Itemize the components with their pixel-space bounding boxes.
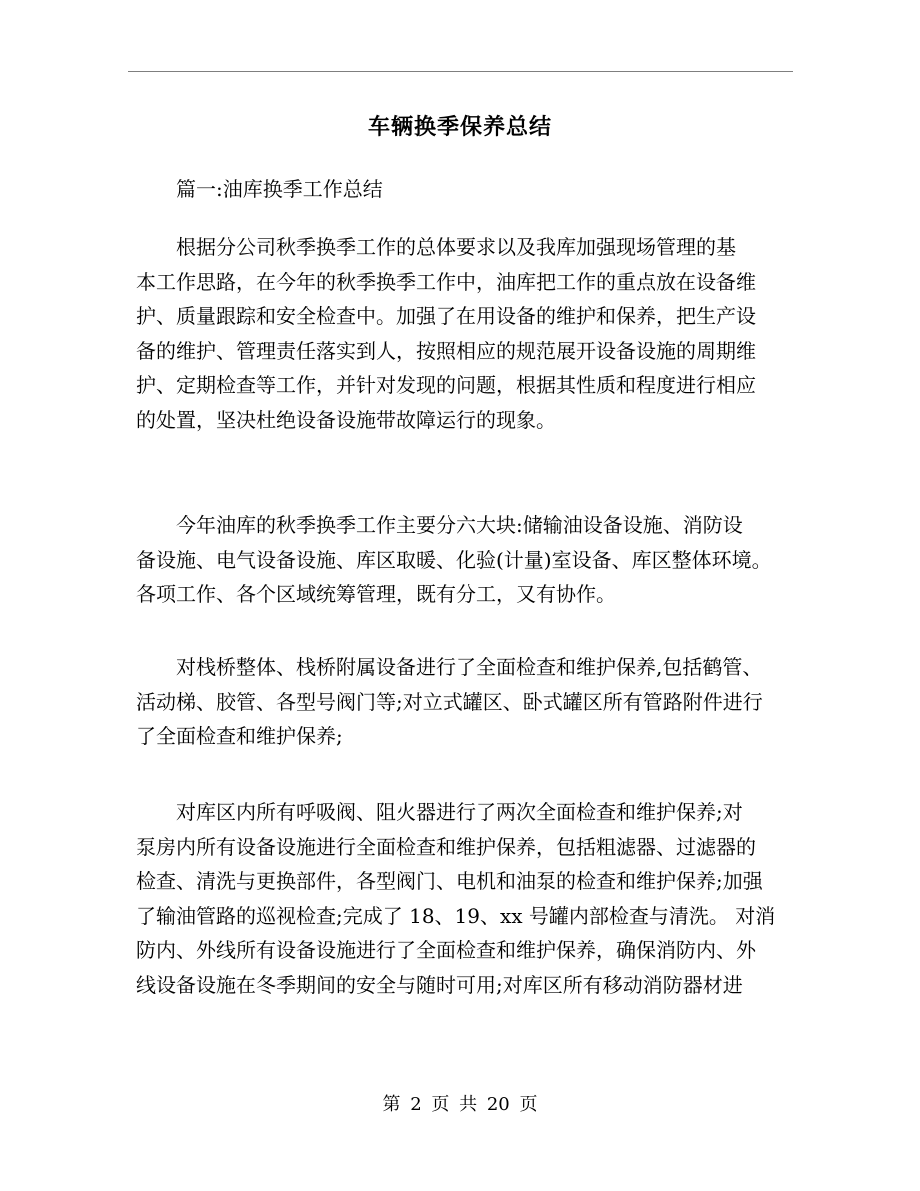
paragraph-line: 备的维护、管理责任落实到人，按照相应的规范展开设备设施的周期维 xyxy=(136,338,756,363)
paragraph-line: 根据分公司秋季换季工作的总体要求以及我库加强现场管理的基 xyxy=(176,235,736,259)
paragraph-line: 今年油库的秋季换季工作主要分六大块:储输油设备设施、消防设 xyxy=(176,513,743,537)
paragraph-line: 了全面检查和维护保养; xyxy=(136,724,343,748)
paragraph-line: 本工作思路，在今年的秋季换季工作中，油库把工作的重点放在设备维 xyxy=(136,269,756,294)
document-title: 车辆换季保养总结 xyxy=(367,114,552,140)
paragraph-line: 各项工作、各个区域统筹管理，既有分工，又有协作。 xyxy=(136,582,616,606)
paragraph-line: 防内、外线所有设备设施进行了全面检查和维护保养，确保消防内、外 xyxy=(136,938,756,962)
paragraph-line: 的处置，坚决杜绝设备设施带故障运行的现象。 xyxy=(136,407,556,432)
paragraph-2 xyxy=(136,508,796,612)
paragraph-line: 活动梯、胶管、各型号阀门等;对立式罐区、卧式罐区所有管路附件进行 xyxy=(136,689,763,714)
paragraph-line: 对库区内所有呼吸阀、阻火器进行了两次全面检查和维护保养;对 xyxy=(176,800,743,824)
page-number-footer: 第 2 页 共 20 页 xyxy=(382,1094,538,1115)
paragraph-3 xyxy=(136,650,796,754)
paragraph-line: 泵房内所有设备设施进行全面检查和维护保养，包括粗滤器、过滤器的 xyxy=(136,834,756,859)
paragraph-line: 对栈桥整体、栈桥附属设备进行了全面检查和维护保养,包括鹤管、 xyxy=(176,655,763,679)
paragraph-4 xyxy=(136,795,796,1002)
paragraph-line: 了输油管路的巡视检查;完成了 18、19、xx 号罐内部检查与清洗。 对消 xyxy=(136,903,776,928)
paragraph-1 xyxy=(136,230,796,437)
paragraph-line: 线设备设施在冬季期间的安全与随时可用;对库区所有移动消防器材进 xyxy=(136,972,743,997)
paragraph-line: 护、质量跟踪和安全检查中。加强了在用设备的维护和保养，把生产设 xyxy=(136,304,756,328)
header-rule xyxy=(128,71,793,72)
section-heading: 篇一:油库换季工作总结 xyxy=(176,177,383,201)
paragraph-line: 检查、清洗与更换部件，各型阀门、电机和油泵的检查和维护保养;加强 xyxy=(136,869,763,893)
paragraph-line: 护、定期检查等工作，并针对发现的问题，根据其性质和程度进行相应 xyxy=(136,373,756,397)
paragraph-line: 备设施、电气设备设施、库区取暖、化验(计量)室设备、库区整体环境。 xyxy=(136,547,772,572)
